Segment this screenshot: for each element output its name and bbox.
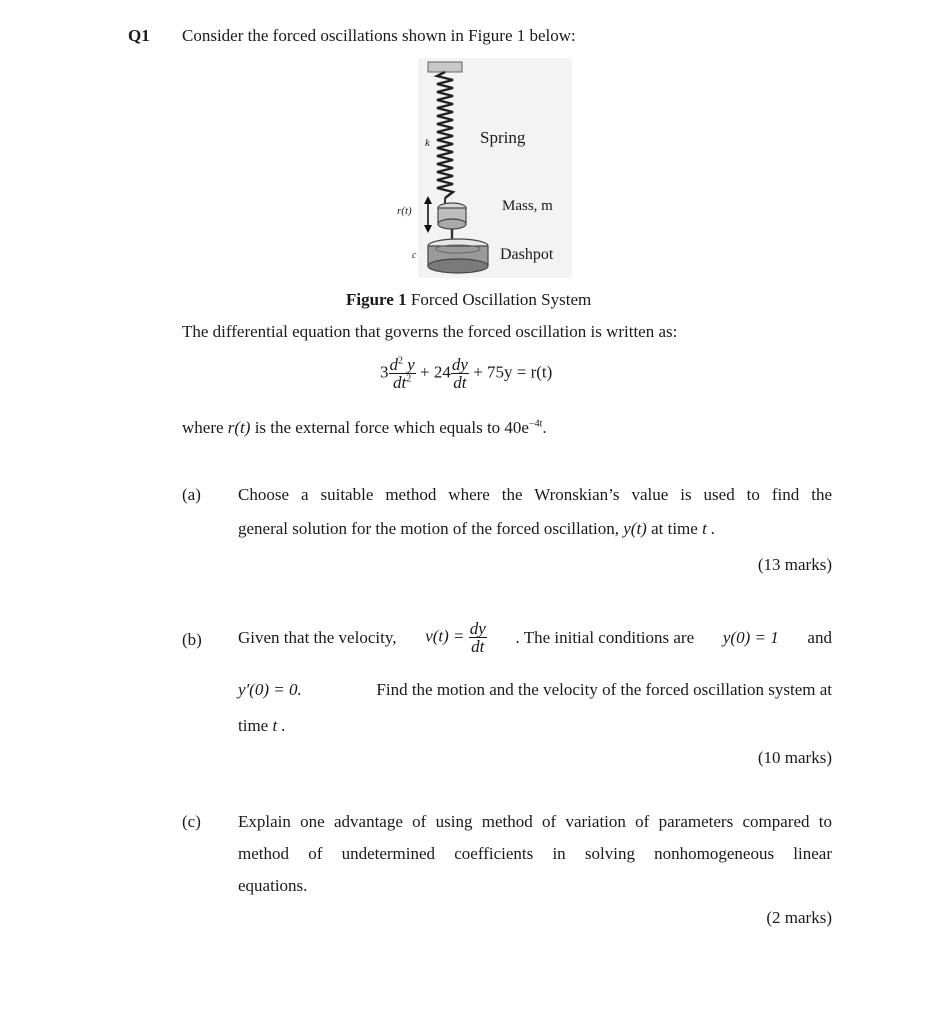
part-b-line-2 [238,680,832,700]
damping-constant-label: c [412,250,417,261]
part-b-t: t . [272,716,286,735]
part-a-at-time: at time [651,519,698,538]
eq-dy-num: dy [451,355,468,374]
part-a-line-2-text: general solution for the motion of the forced oscillation, [238,519,619,538]
part-c-label: (c) [182,812,201,831]
eq-dt-den: dt [453,373,467,392]
part-a-label: (a) [182,485,201,504]
eq-rest: + 75y = r(t) [473,362,553,382]
external-force-line [182,418,547,438]
dashpot-label: Dashpot [500,246,554,263]
eq-plus-24: + 24 [420,362,451,382]
dashpot-bottom [428,259,488,273]
force-arrow-down-icon [424,225,432,233]
spring-coil [437,72,453,198]
figure-1 [418,58,572,278]
part-b-velocity-text: Given that the velocity, [238,627,397,647]
part-b-vt: v(t) = [425,626,465,646]
part-c-marks: (2 marks) [766,908,832,927]
eq-coefficient-3: 3 [380,362,389,382]
part-b-initial-text: . The initial conditions are [515,627,695,647]
part-a-marks: (13 marks) [757,555,832,574]
ceiling-mount [428,62,462,72]
where-end: . [542,418,547,437]
part-b-marks: (10 marks) [757,748,832,767]
part-b-ic-2: y'(0) = 0. [238,680,302,699]
eq-dt2-den: dt [393,373,407,392]
part-b-label: (b) [182,630,202,649]
differential-equation [380,356,552,391]
equation-intro: The differential equation that governs the forced oscillation is written as: [182,322,678,341]
part-c-line-1: Explain one advantage of using method of variation of parameters compared to [238,812,832,831]
part-a-line-2 [238,519,715,539]
figure-caption-text: Forced Oscillation System [410,290,592,309]
where-rt: r(t) [227,418,251,437]
force-label: r(t) [397,205,412,217]
part-b-line-3 [238,716,286,736]
part-b-dydt [469,620,487,655]
part-b-dy: dy [469,619,486,638]
figure-caption [346,290,591,310]
where-value: 40e [504,418,529,437]
part-c-line-3: equations. [238,876,308,895]
question-intro: Consider the forced oscillations shown in Figure 1 below: [182,26,576,45]
spring-label: Spring [480,128,526,147]
part-a-t: t . [702,519,716,538]
mass-label: Mass, m [502,198,553,214]
where-exponent: −4t [528,418,543,430]
eq-d2y-num: d [389,355,398,374]
part-a-yt: y(t) [623,519,647,538]
part-a-line-1: Choose a suitable method where the Wronskian’s value is used to find the [238,485,832,504]
part-b-dt: dt [471,637,485,656]
where-word: where [182,418,224,437]
eq-first-derivative [451,356,469,391]
part-b-line-2-text: Find the motion and the velocity of the forced oscillation system at [376,680,832,699]
spring-constant-label: k [425,137,430,149]
part-b-velocity-expr [425,620,487,655]
part-c-line-2: method of undetermined coefficients in solving nonhomogeneous linear [238,844,832,863]
question-number: Q1 [128,26,150,45]
forced-oscillation-diagram [418,58,572,278]
part-b-and: and [807,627,832,647]
force-arrow-up-icon [424,196,432,204]
figure-caption-number: Figure 1 [346,290,407,309]
part-b-ic-1: y(0) = 1 [722,627,779,647]
part-b-time: time [238,716,269,735]
part-b-line-1 [238,620,832,655]
eq-second-derivative: $\frac{d^2 y}{dt^2}$ [389,355,415,392]
mass-bottom [438,219,466,229]
where-mid: is the external force which equals to [254,418,501,437]
